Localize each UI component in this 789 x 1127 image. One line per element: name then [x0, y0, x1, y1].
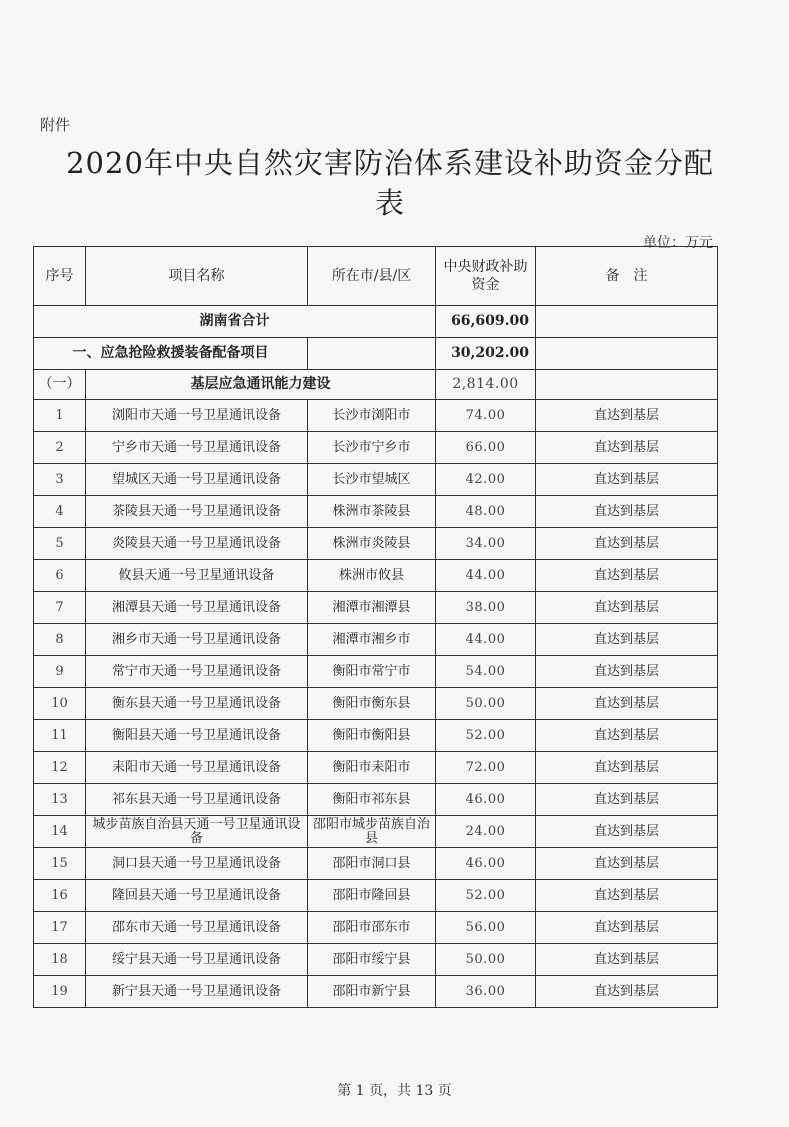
table-row	[34, 560, 718, 592]
table-row	[34, 528, 718, 560]
row-project-name: 衡东县天通一号卫星通讯设备	[86, 688, 308, 720]
row-funds: 44.00	[436, 560, 536, 592]
row-project-name: 望城区天通一号卫星通讯设备	[86, 464, 308, 496]
row-location: 株洲市炎陵县	[308, 528, 436, 560]
row-project-name: 宁乡市天通一号卫星通讯设备	[86, 432, 308, 464]
document-title	[20, 143, 760, 223]
row-remark: 直达到基层	[536, 816, 718, 848]
row-seq: 14	[34, 816, 86, 848]
province-total-value: 66,609.00	[436, 306, 536, 338]
row-remark: 直达到基层	[536, 656, 718, 688]
table-row	[34, 784, 718, 816]
subsection-value: 2,814.00	[436, 370, 536, 400]
row-seq: 8	[34, 624, 86, 656]
row-location: 长沙市宁乡市	[308, 432, 436, 464]
row-remark: 直达到基层	[536, 912, 718, 944]
table-row	[34, 592, 718, 624]
row-project-name: 洞口县天通一号卫星通讯设备	[86, 848, 308, 880]
row-project-name: 城步苗族自治县天通一号卫星通讯设备	[86, 816, 308, 848]
row-funds: 50.00	[436, 944, 536, 976]
row-funds: 50.00	[436, 688, 536, 720]
row-funds: 72.00	[436, 752, 536, 784]
row-remark: 直达到基层	[536, 880, 718, 912]
row-remark: 直达到基层	[536, 848, 718, 880]
row-remark: 直达到基层	[536, 752, 718, 784]
row-funds: 46.00	[436, 848, 536, 880]
row-project-name: 邵东市天通一号卫星通讯设备	[86, 912, 308, 944]
row-project-name: 湘乡市天通一号卫星通讯设备	[86, 624, 308, 656]
section-location	[308, 338, 436, 370]
row-seq: 17	[34, 912, 86, 944]
row-location: 长沙市浏阳市	[308, 400, 436, 432]
row-project-name: 攸县天通一号卫星通讯设备	[86, 560, 308, 592]
row-remark: 直达到基层	[536, 720, 718, 752]
province-total-label: 湖南省合计	[34, 306, 436, 338]
row-location: 邵阳市绥宁县	[308, 944, 436, 976]
row-funds: 56.00	[436, 912, 536, 944]
row-location: 湘潭市湘潭县	[308, 592, 436, 624]
section-value: 30,202.00	[436, 338, 536, 370]
row-project-name: 耒阳市天通一号卫星通讯设备	[86, 752, 308, 784]
title-line-1: 2020年中央自然灾害防治体系建设补助资金分配	[66, 146, 714, 180]
row-project-name: 祁东县天通一号卫星通讯设备	[86, 784, 308, 816]
row-remark: 直达到基层	[536, 400, 718, 432]
attachment-label: 附件	[40, 116, 71, 134]
row-seq: 2	[34, 432, 86, 464]
row-location: 衡阳市常宁市	[308, 656, 436, 688]
allocation-table	[33, 246, 718, 1008]
row-seq: 15	[34, 848, 86, 880]
row-location: 衡阳市衡阳县	[308, 720, 436, 752]
row-funds: 24.00	[436, 816, 536, 848]
row-seq: 13	[34, 784, 86, 816]
table-row	[34, 752, 718, 784]
row-location: 衡阳市祁东县	[308, 784, 436, 816]
table-row	[34, 400, 718, 432]
row-location: 长沙市望城区	[308, 464, 436, 496]
row-remark: 直达到基层	[536, 528, 718, 560]
row-seq: 6	[34, 560, 86, 592]
row-seq: 11	[34, 720, 86, 752]
table-row	[34, 912, 718, 944]
province-total-remark	[536, 306, 718, 338]
row-location: 邵阳市洞口县	[308, 848, 436, 880]
row-seq: 5	[34, 528, 86, 560]
row-location: 邵阳市新宁县	[308, 976, 436, 1008]
table-row	[34, 816, 718, 848]
header-location: 所在市/县/区	[308, 247, 436, 306]
table-row	[34, 656, 718, 688]
row-remark: 直达到基层	[536, 688, 718, 720]
header-name: 项目名称	[86, 247, 308, 306]
row-project-name: 常宁市天通一号卫星通讯设备	[86, 656, 308, 688]
table-row	[34, 976, 718, 1008]
row-funds: 52.00	[436, 720, 536, 752]
row-seq: 7	[34, 592, 86, 624]
table-row	[34, 688, 718, 720]
row-seq: 18	[34, 944, 86, 976]
row-location: 湘潭市湘乡市	[308, 624, 436, 656]
row-location: 株洲市茶陵县	[308, 496, 436, 528]
row-location: 衡阳市耒阳市	[308, 752, 436, 784]
section-label: 一、应急抢险救援装备配备项目	[34, 338, 308, 370]
row-project-name: 浏阳市天通一号卫星通讯设备	[86, 400, 308, 432]
row-seq: 1	[34, 400, 86, 432]
row-location: 邵阳市隆回县	[308, 880, 436, 912]
title-line-2: 表	[374, 186, 405, 220]
table-row	[34, 432, 718, 464]
row-funds: 44.00	[436, 624, 536, 656]
header-seq: 序号	[34, 247, 86, 306]
table-row	[34, 624, 718, 656]
row-project-name: 隆回县天通一号卫星通讯设备	[86, 880, 308, 912]
row-remark: 直达到基层	[536, 784, 718, 816]
row-remark: 直达到基层	[536, 944, 718, 976]
table-row	[34, 720, 718, 752]
row-funds: 54.00	[436, 656, 536, 688]
table-row	[34, 464, 718, 496]
table-row	[34, 848, 718, 880]
row-funds: 74.00	[436, 400, 536, 432]
row-project-name: 衡阳县天通一号卫星通讯设备	[86, 720, 308, 752]
row-project-name: 炎陵县天通一号卫星通讯设备	[86, 528, 308, 560]
row-funds: 42.00	[436, 464, 536, 496]
row-seq: 4	[34, 496, 86, 528]
row-remark: 直达到基层	[536, 976, 718, 1008]
row-funds: 46.00	[436, 784, 536, 816]
table-row	[34, 944, 718, 976]
row-seq: 10	[34, 688, 86, 720]
subsection-remark	[536, 370, 718, 400]
row-seq: 9	[34, 656, 86, 688]
row-funds: 52.00	[436, 880, 536, 912]
table-row	[34, 496, 718, 528]
subsection-seq: （一）	[34, 370, 86, 400]
row-location: 株洲市攸县	[308, 560, 436, 592]
row-location: 衡阳市衡东县	[308, 688, 436, 720]
table-header-row	[34, 247, 718, 306]
row-project-name: 绥宁县天通一号卫星通讯设备	[86, 944, 308, 976]
row-funds: 38.00	[436, 592, 536, 624]
row-seq: 3	[34, 464, 86, 496]
table-row	[34, 880, 718, 912]
row-remark: 直达到基层	[536, 560, 718, 592]
row-project-name: 新宁县天通一号卫星通讯设备	[86, 976, 308, 1008]
row-funds: 48.00	[436, 496, 536, 528]
row-remark: 直达到基层	[536, 464, 718, 496]
row-remark: 直达到基层	[536, 624, 718, 656]
row-remark: 直达到基层	[536, 592, 718, 624]
row-remark: 直达到基层	[536, 432, 718, 464]
subsection-row	[34, 370, 718, 400]
row-project-name: 茶陵县天通一号卫星通讯设备	[86, 496, 308, 528]
row-funds: 34.00	[436, 528, 536, 560]
row-funds: 66.00	[436, 432, 536, 464]
header-funds: 中央财政补助资金	[436, 247, 536, 306]
row-location: 邵阳市邵东市	[308, 912, 436, 944]
province-total-row	[34, 306, 718, 338]
row-remark: 直达到基层	[536, 496, 718, 528]
unit-label: 单位：万元	[643, 235, 713, 251]
row-seq: 12	[34, 752, 86, 784]
subsection-label: 基层应急通讯能力建设	[86, 370, 436, 400]
row-project-name: 湘潭县天通一号卫星通讯设备	[86, 592, 308, 624]
row-seq: 19	[34, 976, 86, 1008]
row-funds: 36.00	[436, 976, 536, 1008]
header-remark: 备 注	[536, 247, 718, 306]
section-remark	[536, 338, 718, 370]
row-seq: 16	[34, 880, 86, 912]
row-location: 邵阳市城步苗族自治县	[308, 816, 436, 848]
section-row	[34, 338, 718, 370]
page-footer: 第 1 页，共 13 页	[337, 1083, 452, 1099]
